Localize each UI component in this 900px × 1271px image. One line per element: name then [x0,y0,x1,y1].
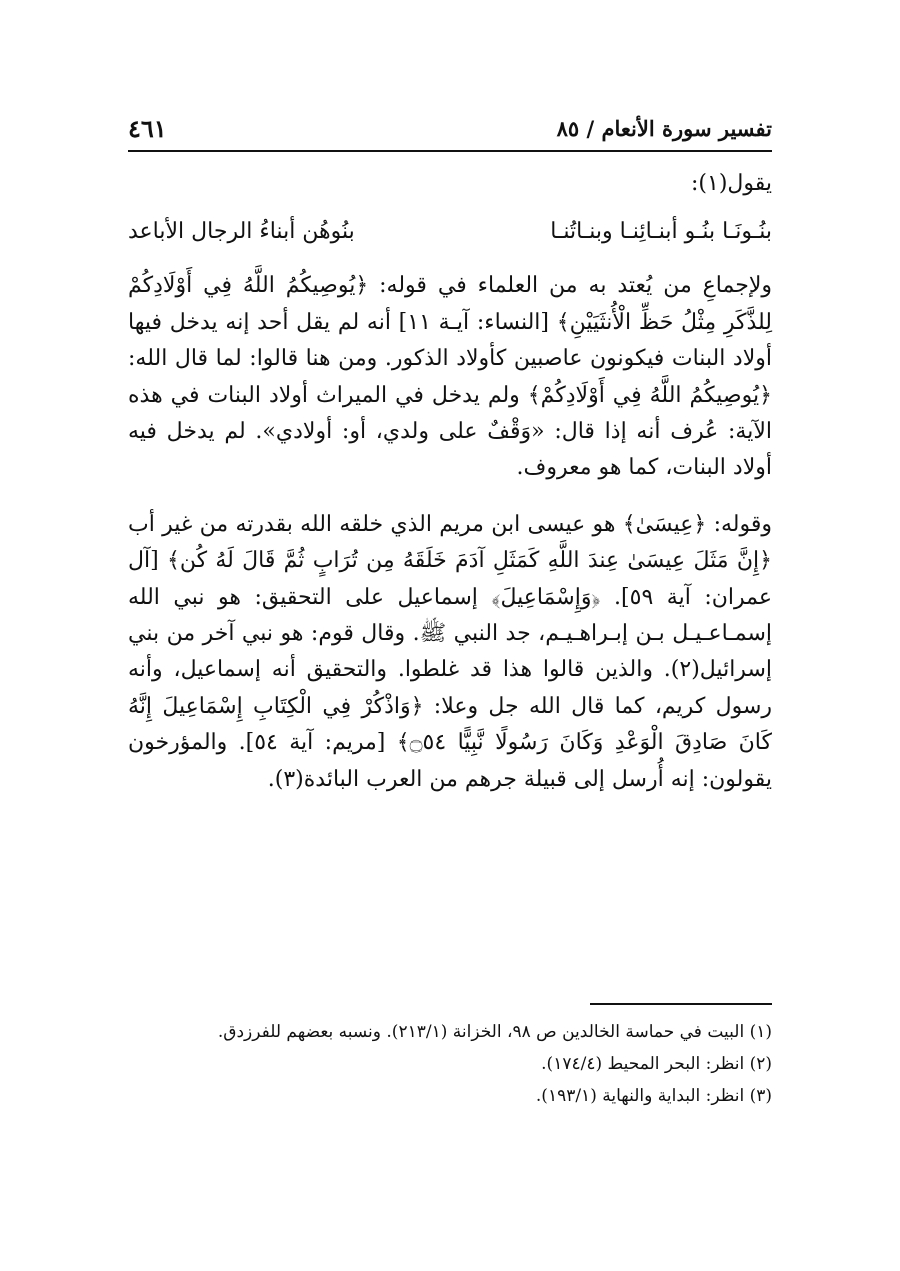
main-text [128,166,772,818]
paragraph-inheritance: ولإجماعِ من يُعتد به من العلماء في قوله: ﴿يُوصِيكُمُ اللَّهُ فِي أَوْلَادِكُمْ لِلذَّكَرِ مِثْلُ حَظِّ الْأُنثَيَيْنِ﴾ [النساء: آيـة ١١] أنه لم يقل أحد إنه يدخل فيها أولاد البنات فيكونون عاصبين كأولاد الذكور. ومن هنا قالوا: لما قال الله: ﴿يُوصِيكُمُ اللَّهُ فِي أَوْلَادِكُمْ﴾ ولم يدخل في الميراث أولاد البنات في هذه الآية: عُرف أنه إذا قال: «وَقْفٌ على ولدي، أو: أولادي». لم يدخل فيه أولاد البنات، كما هو معروف. [128,273,773,481]
poetry-verse [128,214,772,250]
header-title: تفسير سورة الأنعام / ٨٥ [556,116,772,141]
footnote-1: (١) البيت في حماسة الخالدين ص ٩٨، الخزانة (٢١٣/١). ونسبه بعضهم للفرزدق. [217,1022,772,1042]
page-number: ٤٦١ [128,114,167,143]
verse-second-hemistich: بنُوهُن أبناءُ الرجال الأباعد [128,219,355,245]
footnotes [128,1016,772,1112]
intro-line: يقول(١): [690,171,772,196]
footnote-3: (٣) انظر: البداية والنهاية (١٩٣/١). [535,1086,772,1106]
running-header [128,110,772,152]
footnote-2: (٢) انظر: البحر المحيط (١٧٤/٤). [541,1054,772,1074]
paragraph-isa-ismail: وقوله: ﴿عِيسَىٰ﴾ هو عيسى ابن مريم الذي خلقه الله بقدرته من غير أب ﴿إِنَّ مَثَلَ عِيسَىٰ عِندَ اللَّهِ كَمَثَلِ آدَمَ خَلَقَهُ مِن تُرَابٍ ثُمَّ قَالَ لَهُ كُن﴾ [آل عمران: آية ٥٩]. ﴿وَإِسْمَاعِيلَ﴾ إسماعيل على التحقيق: هو نبي الله إسمـاعـيـل بـن إبـراهـيـم، جد النبي ﷺ. وقال قوم: هو نبي آخر من بني إسرائيل(٢). والذين قالوا هذا قد غلطوا. والتحقيق أنه إسماعيل، وأنه رسول كريم، كما قال الله جل وعلا: ﴿وَاذْكُرْ فِي الْكِتَابِ إِسْمَاعِيلَ إِنَّهُ كَانَ صَادِقَ الْوَعْدِ وَكَانَ رَسُولًا نَّبِيًّا ۝٥٤﴾ [مريم: آية ٥٤]. والمؤرخون يقولون: إنه أُرسل إلى قبيلة جرهم من العرب البائدة(٣). [128,511,773,792]
footnote-separator [590,1003,772,1005]
verse-first-hemistich: بنُـونَـا بنُـو أبنـائِنـا وبنـاتُنـا [550,219,772,245]
